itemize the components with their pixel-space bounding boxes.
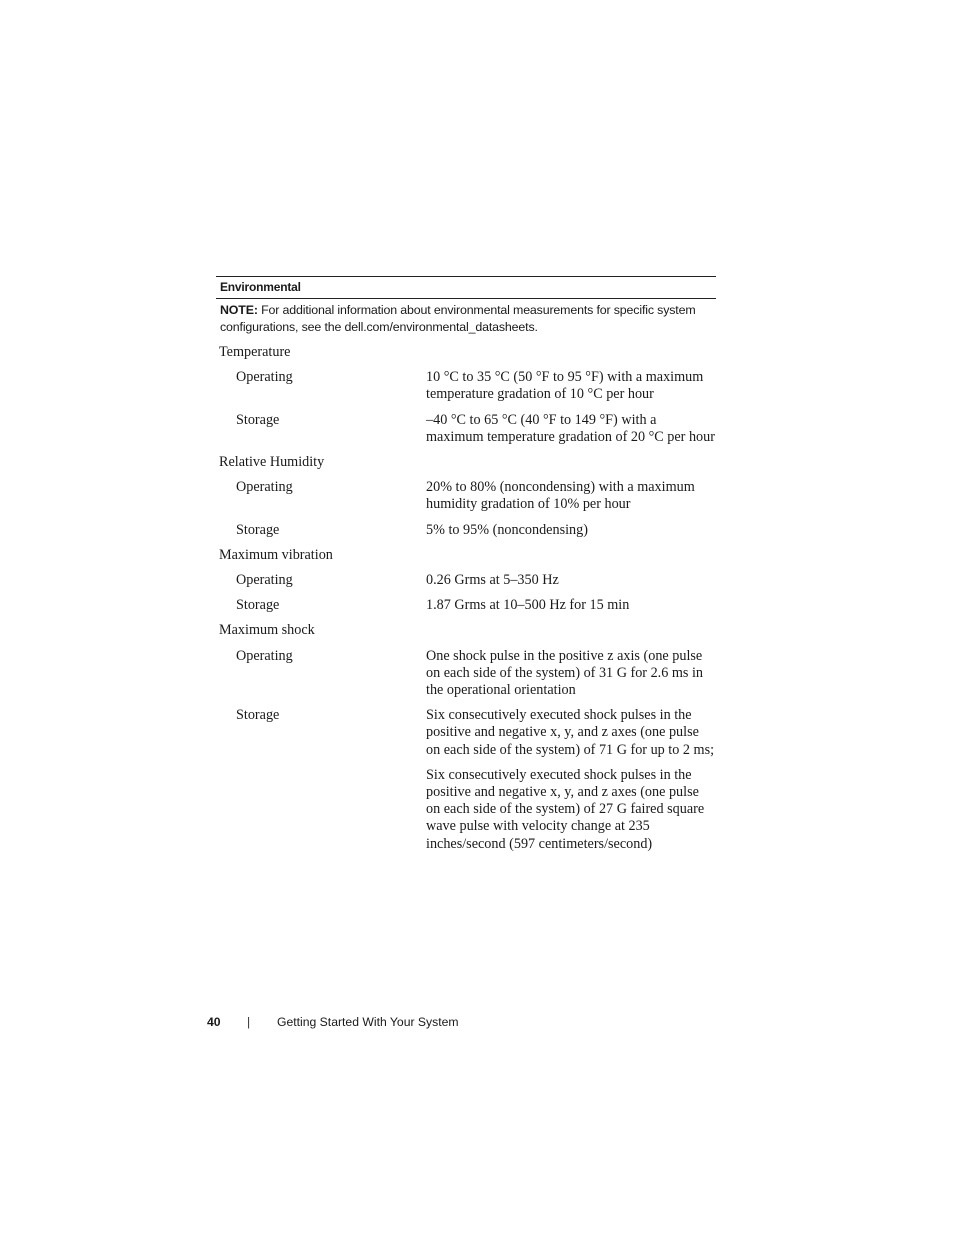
spec-value-paragraph: –40 °C to 65 °C (40 °F to 149 °F) with a maximum temperature gradation of 20 °C per hour (426, 411, 715, 445)
category-heading (216, 454, 716, 471)
spec-value (426, 707, 716, 853)
spec-value (426, 648, 716, 700)
footer-title: Getting Started With Your System (277, 1015, 459, 1029)
spec-label: Storage (236, 707, 280, 724)
spec-row (216, 572, 716, 589)
spec-label: Storage (236, 521, 280, 538)
spec-label: Operating (236, 369, 293, 386)
page-footer (207, 1015, 459, 1029)
section-title: Environmental (220, 280, 301, 294)
spec-row (216, 522, 716, 539)
category-name: Maximum shock (219, 622, 315, 639)
category-name: Maximum vibration (219, 546, 333, 563)
environmental-spec-table (216, 276, 716, 861)
spec-label: Storage (236, 597, 280, 614)
spec-value (426, 479, 716, 513)
category-heading (216, 547, 716, 564)
footer-separator: | (247, 1015, 251, 1029)
spec-row (216, 369, 716, 403)
spec-value (426, 597, 716, 614)
note-text: For additional information about environmental measurements for specific system configurations, see the dell.com/environmental_datasheets. (220, 303, 696, 334)
spec-value (426, 572, 716, 589)
spec-value-paragraph: Six consecutively executed shock pulses in the positive and negative x, y, and z axes (one pulse on each side of the system) of 27 G faired square wave pulse with velocity change at 235 inches/second (597 centimeters/second) (426, 766, 705, 852)
spec-row (216, 707, 716, 853)
spec-row (216, 648, 716, 700)
spec-row (216, 597, 716, 614)
category-name: Relative Humidity (219, 454, 325, 471)
spec-label: Storage (236, 411, 280, 428)
category-heading (216, 344, 716, 361)
spec-value-paragraph: 0.26 Grms at 5–350 Hz (426, 572, 559, 589)
spec-value-paragraph: Six consecutively executed shock pulses in the positive and negative x, y, and z axes (one pulse on each side of the system) of 71 G for up to 2 ms; (426, 707, 715, 758)
spec-label: Operating (236, 479, 293, 496)
spec-value (426, 412, 716, 446)
spec-value-paragraph: 5% to 95% (noncondensing) (426, 521, 588, 538)
spec-value (426, 522, 716, 539)
spec-label: Operating (236, 647, 293, 664)
spec-value-paragraph: One shock pulse in the positive z axis (one pulse on each side of the system) of 31 G for 2.6 ms in the operational orientation (426, 647, 703, 699)
spec-value-paragraph: 1.87 Grms at 10–500 Hz for 15 min (426, 597, 630, 614)
spec-value-paragraph: 20% to 80% (noncondensing) with a maximum humidity gradation of 10% per hour (426, 479, 695, 513)
note-label: NOTE: (220, 303, 258, 317)
spec-rows (216, 344, 716, 853)
spec-row (216, 479, 716, 513)
spec-row (216, 412, 716, 446)
spec-value-paragraph: 10 °C to 35 °C (50 °F to 95 °F) with a maximum temperature gradation of 10 °C per hour (426, 369, 704, 403)
category-name: Temperature (219, 344, 291, 360)
spec-label: Operating (236, 572, 293, 589)
spec-value (426, 369, 716, 403)
page-number: 40 (207, 1015, 221, 1029)
category-heading (216, 622, 716, 639)
note-block (216, 299, 710, 336)
